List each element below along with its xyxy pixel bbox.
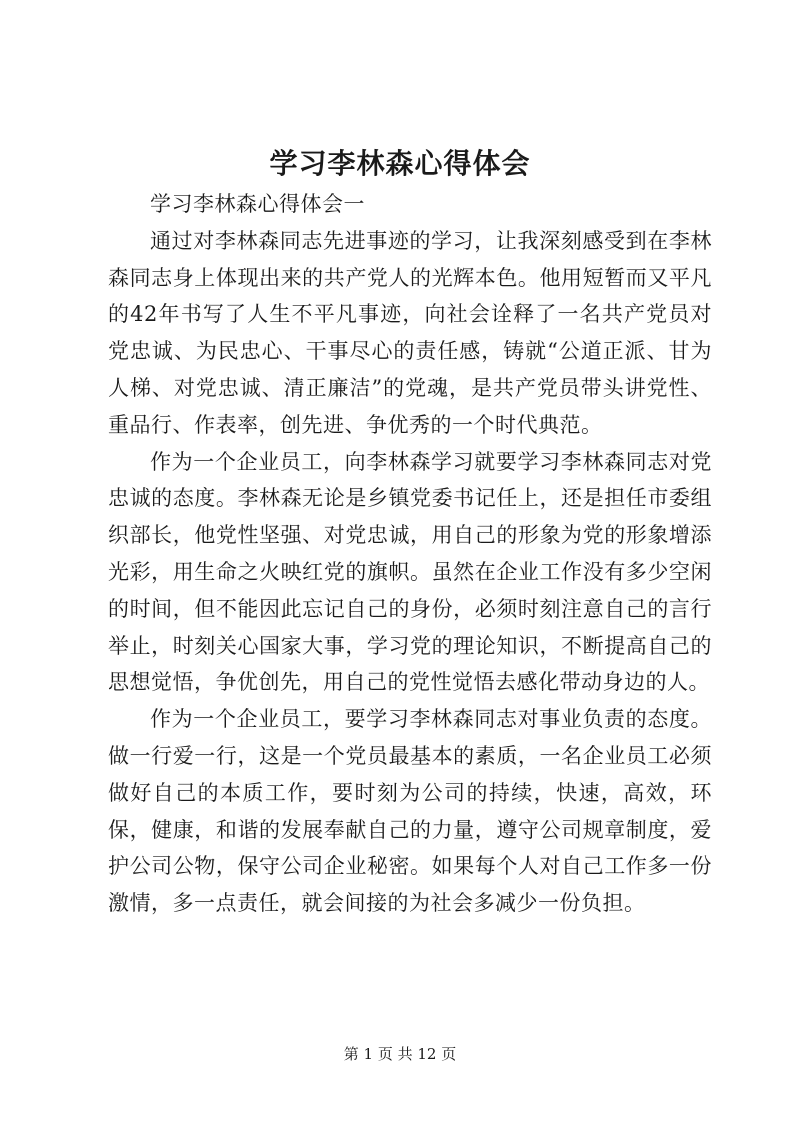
paragraph-3: 作为一个企业员工，要学习李林森同志对事业负责的态度。做一行爱一行，这是一个党员最基本的素质，一名企业员工必须做好自己的本质工作，要时刻为公司的持续，快速，高效，环保，健康，和谐的发展奉献自己的力量，遵守公司规章制度，爱护公司公物，保守公司企业秘密。如果每个人对自己工作多一份激情，多一点责任，就会间接的为社会多减少一份负担。 (108, 707, 712, 916)
document-subtitle: 学习李林森心得体会一 (150, 192, 365, 216)
document-body (108, 186, 712, 922)
document-title: 学习李林森心得体会 (269, 147, 531, 180)
paragraph-2: 作为一个企业员工，向李林森学习就要学习李林森同志对党忠诚的态度。李林森无论是乡镇党委书记任上，还是担任市委组织部长，他党性坚强、对党忠诚，用自己的形象为党的形象增添光彩，用生命之火映红党的旗帜。虽然在企业工作没有多少空闲的时间，但不能因此忘记自己的身份，必须时刻注意自己的言行举止，时刻关心国家大事，学习党的理论知识，不断提高自己的思想觉悟，争优创先，用自己的党性觉悟去感化带动身边的人。 (108, 449, 712, 695)
paragraph-1: 通过对李林森同志先进事迹的学习，让我深刻感受到在李林森同志身上体现出来的共产党人的光辉本色。他用短暂而又平凡的42年书写了人生不平凡事迹，向社会诠释了一名共产党员对党忠诚、为民忠心、干事尽心的责任感，铸就“公道正派、甘为人梯、对党忠诚、清正廉洁”的党魂，是共产党员带头讲党性、重品行、作表率，创先进、争优秀的一个时代典范。 (108, 228, 712, 437)
page-footer: 第 1 页 共 12 页 (343, 1045, 457, 1063)
